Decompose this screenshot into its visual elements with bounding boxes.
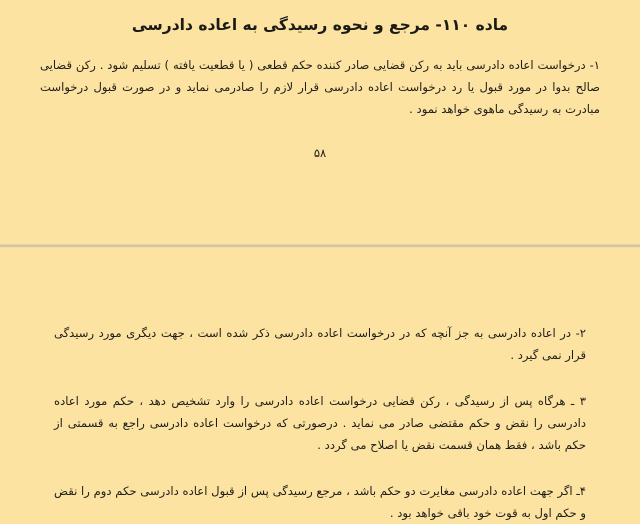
paragraph-clause-3: ۳ ـ هرگاه پس از رسیدگی ، رکن قضایی درخواست اعاده دادرسی را وارد تشخیص دهد ، حکم مورد اعاده دادرسی را نقض و حکم مقتضی صادر می نماید . درصورتی که درخواست اعاده دادرسی راجع به قسمتی از حکم باشد ، فقط همان قسمت نقض یا اصلاح می گردد . xyxy=(54,394,586,452)
divider-line-bottom xyxy=(0,247,640,248)
document-page-bottom xyxy=(0,250,640,520)
paragraph-clause-1: ۱- درخواست اعاده دادرسی باید به رکن قضایی صادر کننده حکم قطعی ( یا قطعیت یافته ) تسلیم شود . رکن قضایی صالح بدوا در مورد قبول یا رد درخواست اعاده دادرسی قرار لازم را صادرمی نماید و در صورت قبول درخواست مبادرت به رسیدگی ماهوی خواهد نمود . xyxy=(40,58,600,117)
page-title: ماده ۱۱۰- مرجع و نحوه رسیدگی به اعاده دادرسی xyxy=(131,16,509,34)
page-top-margin xyxy=(14,250,626,322)
paragraph-clause-4: ۴ـ اگر جهت اعاده دادرسی مغایرت دو حکم باشد ، مرجع رسیدگی پس از قبول اعاده دادرسی حکم دوم را نقض و حکم اول به قوت خود باقی خواهد بود . xyxy=(54,484,586,520)
paragraph-clause-2: ۲- در اعاده دادرسی به جز آنچه که در درخواست اعاده دادرسی ذکر شده است ، جهت دیگری مورد رسیدگی قرار نمی گیرد . xyxy=(54,326,586,362)
page-number: ۵۸ xyxy=(313,146,327,161)
document-page-top xyxy=(0,0,640,244)
